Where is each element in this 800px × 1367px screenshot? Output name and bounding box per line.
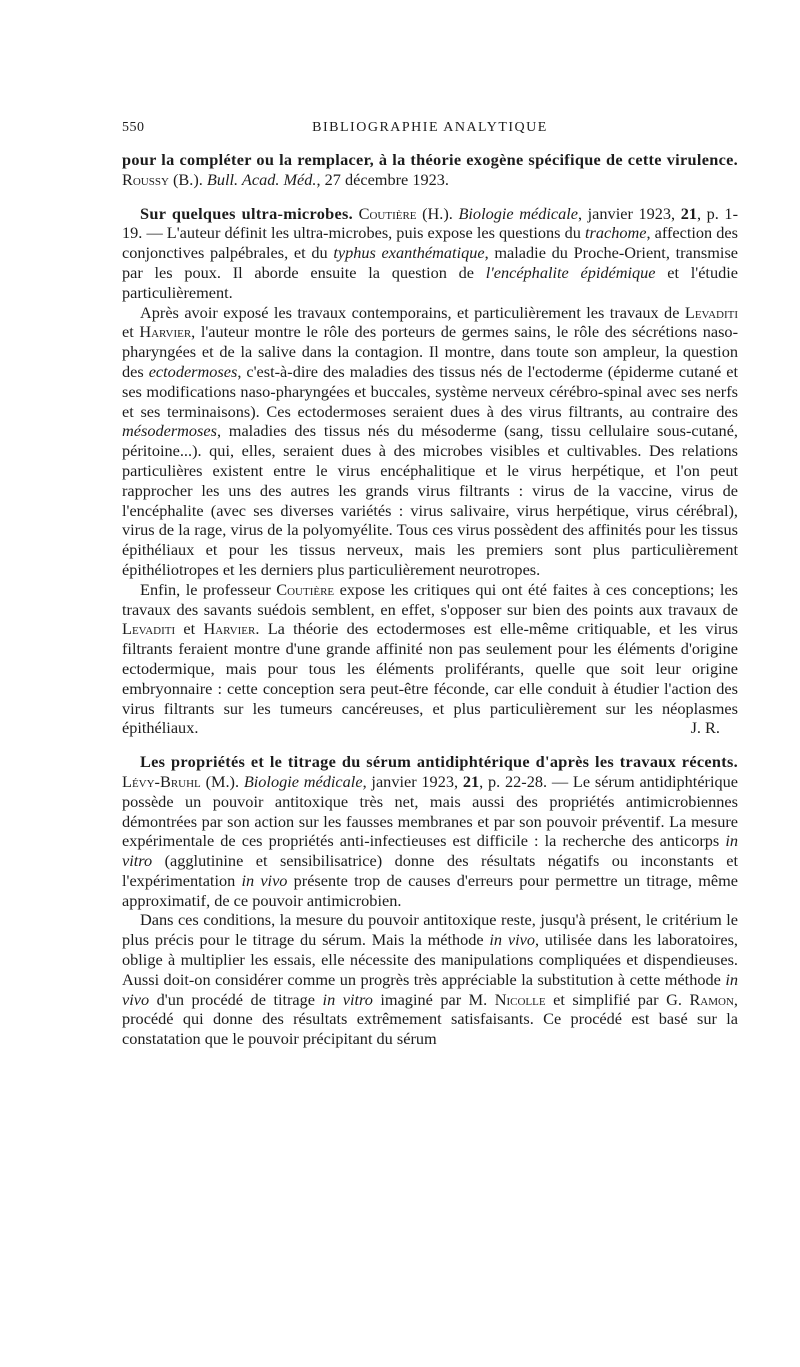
article-journal: Biologie médicale [458, 203, 578, 223]
article-paragraph: Après avoir exposé les travaux contemporains, et particulièrement les travaux de Levaditi et Harvier, l'auteur montre le rôle des porteurs de germes sains, le rôle des sécrétions naso-pharyngées et de la salive dans la contagion. Il montre, dans toute son ampleur, la question des ectodermoses, c'est-à-dire des maladies des tissus nés de l'ectoderme (épiderme cutané et ses modifications naso-pharyngées et buccales, système nerveux cérébro-spinal avec ses nerfs et ses terminaisons). Ces ectodermoses seraient dues à des virus filtrants, au contraire des mésodermoses, maladies des tissus nés du mésoderme (sang, tissu cellulaire sous-cutané, péritoine...). qui, elles, seraient dues à des microbes visibles et cultivables. Des relations particulières existent entre le virus encéphalitique et le virus herpétique, et l'on peut rapprocher les uns des autres les grands virus filtrants : virus de la vaccine, virus de l'encéphalite (avec ses diverses variétés : virus salivaire, virus herpétique, virus cérébral), virus de la rage, virus de la polyomyélite. Tous ces virus possèdent des affinités pour les tissus épithéliaux et pour les tissus nerveux, mais les premiers sont plus particulièrement épithéliotropes et les derniers plus particulièrement neurotropes. [122, 302, 738, 579]
article-author: Coutière [358, 203, 417, 223]
signature: J. R. [690, 718, 720, 738]
page-number: 550 [122, 120, 145, 135]
article-paragraph: Enfin, le professeur Coutière expose les critiques qui ont été faites à ces conceptions; les travaux des savants suédois semblent, en effet, s'opposer sur bien des points aux travaux de Levaditi et Harvier. La théorie des ectodermoses est elle-même critiquable, et les virus filtrants feraient montre d'une grande affinité non pas seulement pour les éléments d'origine ectodermique, mais pour tous les éléments proliférants, quelle que soit leur origine embryonnaire : cette conception sera peut-être féconde, car elle conduit à étudier l'action des virus filtrants sur les tumeurs cancéreuses, et plus particulièrement sur les néoplasmes épithéliaux. J. R. [122, 579, 739, 738]
page-content [122, 150, 738, 1049]
article-title: Les propriétés et le titrage du sérum antidiphtérique d'après les travaux récents. [140, 752, 738, 772]
article-author: Lévy-Bruhl [122, 771, 201, 791]
running-title: BIBLIOGRAPHIE ANALYTIQUE [312, 120, 548, 135]
continued-author: Roussy [122, 169, 169, 189]
article-paragraph: Dans ces conditions, la mesure du pouvoir antitoxique reste, jusqu'à présent, le critérium le plus précis pour le titrage du sérum. Mais la méthode in vivo, utilisée dans les laboratoires, oblige à multiplier les essais, elle nécessite des manipulations compliquées et dispendieuses. Aussi doit-on considérer comme un progrès très appréciable la substitution à cette méthode in vivo d'un procédé de titrage in vitro imaginé par M. Nicolle et simplifié par G. Ramon, procédé qui donne des résultats extrêmement satisfaisants. Ce procédé est basé sur la constatation que le pouvoir précipitant du sérum [122, 910, 738, 1049]
article-title: Sur quelques ultra-microbes. [140, 203, 354, 223]
continued-entry: pour la compléter ou la remplacer, à la théorie exogène spécifique de cette virulence. Roussy (B.). Bull. Acad. Méd., 27 décembre 1923. [122, 150, 738, 189]
continued-title: pour la compléter ou la remplacer, à la théorie exogène spécifique de cette virulence. [122, 150, 738, 169]
article-ultra-microbes: Sur quelques ultra-microbes. Coutière (H.). Biologie médicale, janvier 1923, 21, p. 1-19. — L'auteur définit les ultra-microbes, puis expose les questions du trachome, affection des conjonctives palpébrales, et du typhus exanthématique, maladie du Proche-Orient, transmise par les poux. Il aborde ensuite la question de l'encéphalite épidémique et l'étudie particulièrement. [122, 203, 739, 302]
article-journal: Biologie médicale [243, 771, 363, 791]
continued-journal: Bull. Acad. Méd. [206, 169, 317, 189]
article-serum-antidiphterique: Les propriétés et le titrage du sérum antidiphtérique d'après les travaux récents. Lévy-Bruhl (M.). Biologie médicale, janvier 1923, 21, p. 22-28. — Le sérum antidiphtérique possède un pouvoir antitoxique très net, mais aussi des propriétés antimicrobiennes démontrées par son action sur les fausses membranes et par son pouvoir préventif. La mesure expérimentale de ces propriétés anti-infectieuses est difficile : la recherche des anticorps in vitro (agglutinine et sensibilisatrice) donne des résultats négatifs ou inconstants et l'expérimentation in vivo présente trop de causes d'erreurs pour permettre un titrage, même approximatif, de ce pouvoir antimicrobien. [122, 752, 739, 910]
